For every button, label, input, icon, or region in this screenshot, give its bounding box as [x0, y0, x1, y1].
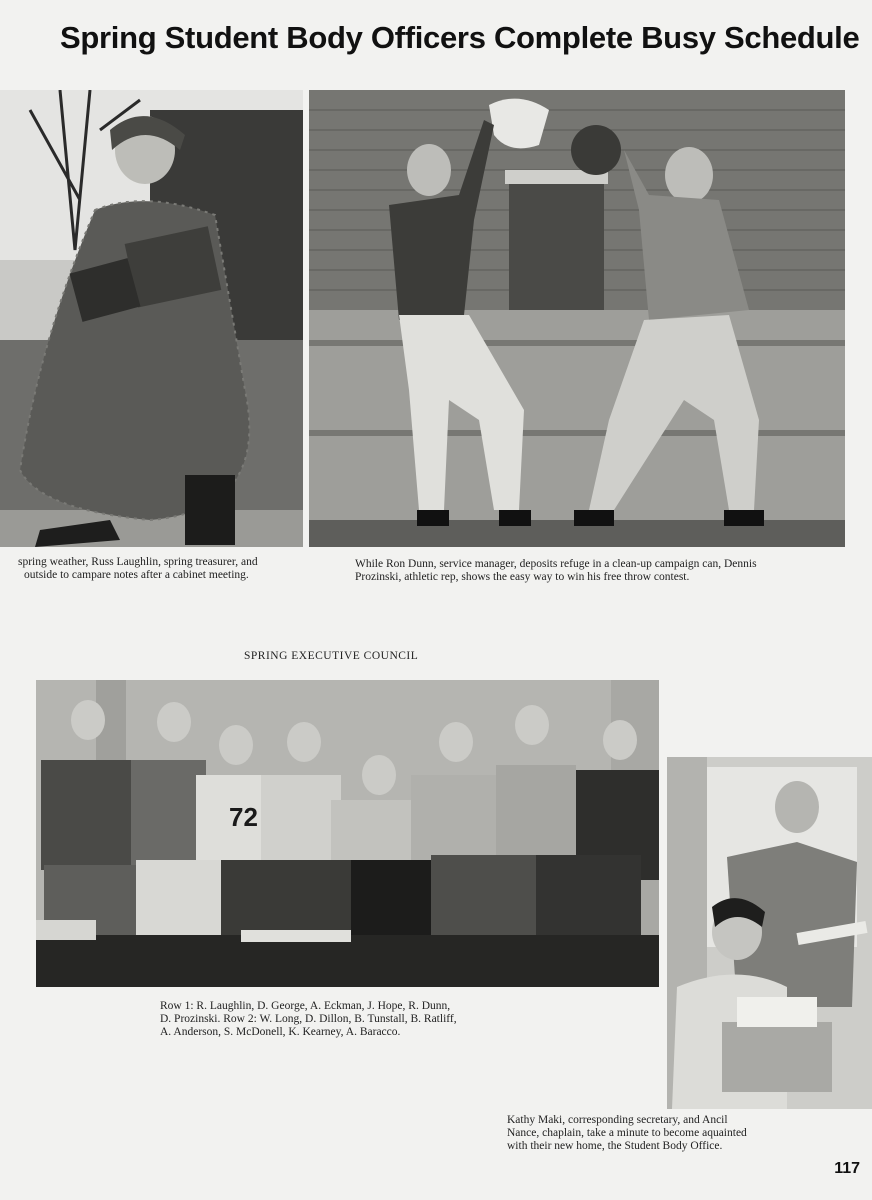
caption-line: outside to campare notes after a cabinet meeting. — [24, 569, 249, 581]
caption-line: A. Anderson, S. McDonell, K. Kearney, A. Baracco. — [160, 1026, 401, 1038]
caption-line: with their new home, the Student Body Office. — [507, 1140, 723, 1152]
council-caption — [160, 1000, 620, 1039]
free-throw-photo — [309, 90, 845, 547]
free-throw-caption — [355, 558, 870, 584]
spring-weather-caption — [18, 556, 318, 582]
caption-line: Row 1: R. Laughlin, D. George, A. Eckman, J. Hope, R. Dunn, — [160, 1000, 451, 1012]
office-caption — [507, 1114, 847, 1153]
jersey-number: 72 — [229, 802, 258, 832]
page-number: 117 — [834, 1160, 860, 1177]
caption-line: spring weather, Russ Laughlin, spring treasurer, and — [18, 556, 258, 568]
executive-council-photo — [36, 680, 659, 987]
caption-line: Kathy Maki, corresponding secretary, and Ancil — [507, 1114, 728, 1126]
council-label: SPRING EXECUTIVE COUNCIL — [244, 650, 419, 662]
student-body-office-photo — [667, 757, 872, 1109]
page-headline: Spring Student Body Officers Complete Busy Schedule — [60, 20, 860, 55]
caption-line: While Ron Dunn, service manager, deposits refuge in a clean-up campaign can, Dennis — [355, 558, 757, 570]
spring-weather-photo — [0, 90, 303, 547]
caption-line: Nance, chaplain, take a minute to become aquainted — [507, 1127, 747, 1139]
caption-line: Prozinski, athletic rep, shows the easy way to win his free throw contest. — [355, 571, 690, 583]
caption-line: D. Prozinski. Row 2: W. Long, D. Dillon, B. Tunstall, B. Ratliff, — [160, 1013, 457, 1025]
